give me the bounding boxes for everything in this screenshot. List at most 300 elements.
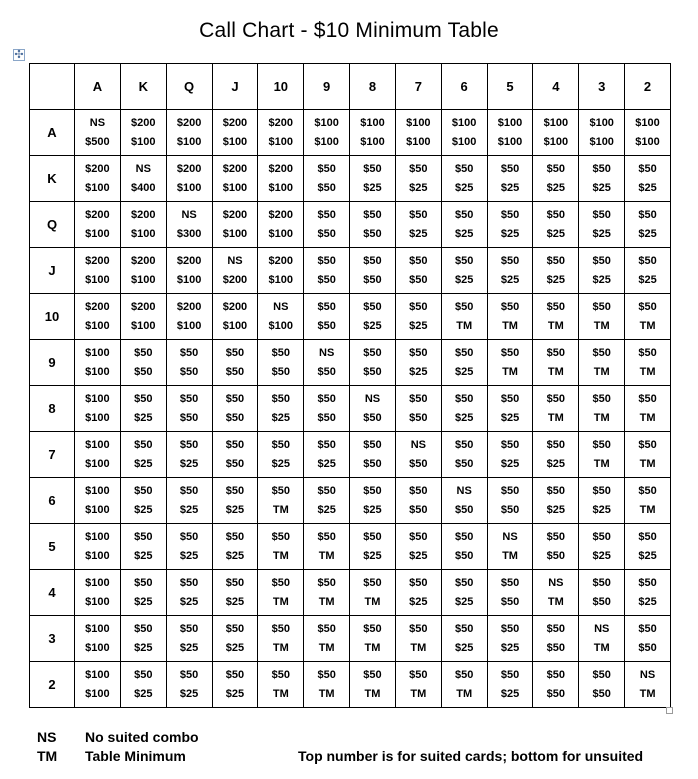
column-header: Q [166,64,212,110]
call-cell [258,156,304,202]
suited-value: $50 [363,208,382,221]
suited-value: $50 [638,162,657,175]
suited-value: $50 [546,346,566,359]
suited-value: $200 [268,208,294,221]
unsuited-value: $25 [500,411,520,424]
suited-value: NS [456,484,472,497]
unsuited-value: $50 [409,273,428,286]
suited-value: $50 [271,668,290,681]
column-header: A [75,64,121,110]
suited-value: $50 [225,530,245,543]
unsuited-value: $25 [409,227,428,240]
unsuited-value: $25 [179,503,199,516]
suited-value: $50 [638,484,657,497]
unsuited-value: $25 [271,457,290,470]
unsuited-value: $25 [134,549,153,562]
unsuited-value: $25 [454,181,474,194]
suited-value: $50 [134,530,153,543]
suited-value: $200 [222,208,248,221]
row-header: 6 [30,478,75,524]
suited-value: $50 [225,346,245,359]
unsuited-value: $25 [500,641,520,654]
call-cell [166,156,212,202]
resize-handle-icon[interactable] [666,707,673,714]
unsuited-value: $200 [222,273,248,286]
call-cell [166,432,212,478]
suited-value: $100 [85,392,110,405]
unsuited-value: $50 [454,457,474,470]
call-cell [441,340,487,386]
unsuited-value: $100 [635,135,660,148]
call-cell [487,616,533,662]
unsuited-value: $25 [134,687,153,700]
call-cell [441,616,487,662]
suited-value: $50 [134,392,153,405]
suited-value: $50 [454,438,474,451]
call-cell [625,432,671,478]
unsuited-value: $100 [268,227,294,240]
suited-value: $50 [500,392,520,405]
unsuited-value: $50 [500,595,520,608]
call-cell [120,524,166,570]
suited-value: $50 [546,530,566,543]
legend-ns-abbr: NS [37,729,57,745]
unsuited-value: TM [639,365,656,378]
table-row [30,524,671,570]
call-cell [487,570,533,616]
suited-value: $50 [592,392,611,405]
column-header: 3 [579,64,625,110]
table-row [30,110,671,156]
suited-value: NS [548,576,564,589]
unsuited-value: TM [502,319,518,332]
row-header: 5 [30,524,75,570]
unsuited-value: $25 [317,503,336,516]
unsuited-value: $25 [363,319,382,332]
table-row [30,570,671,616]
table-row [30,340,671,386]
unsuited-value: $50 [363,227,382,240]
call-cell [350,616,396,662]
suited-value: $200 [131,300,156,313]
suited-value: $50 [500,208,520,221]
unsuited-value: $25 [179,549,199,562]
call-cell [212,248,258,294]
call-cell [258,340,304,386]
unsuited-value: TM [639,503,656,516]
call-cell [120,570,166,616]
call-cell [487,248,533,294]
unsuited-value: $25 [363,503,382,516]
call-cell [395,432,441,478]
unsuited-value: TM [593,319,610,332]
call-cell [441,110,487,156]
call-cell [579,386,625,432]
suited-value: $100 [314,116,339,129]
call-cell [212,478,258,524]
call-cell [625,524,671,570]
call-cell [533,386,579,432]
suited-value: $50 [638,530,657,543]
unsuited-value: $25 [500,273,520,286]
suited-value: $50 [638,438,657,451]
suited-value: $50 [317,622,336,635]
unsuited-value: $100 [85,181,110,194]
unsuited-value: $100 [176,181,202,194]
unsuited-value: $25 [454,595,474,608]
call-cell [304,294,350,340]
unsuited-value: $50 [317,365,336,378]
call-cell [75,432,121,478]
call-cell [395,110,441,156]
unsuited-value: $100 [85,641,110,654]
unsuited-value: $100 [406,135,431,148]
call-cell [441,202,487,248]
row-header: Q [30,202,75,248]
unsuited-value: $25 [638,273,657,286]
call-cell [350,662,396,708]
unsuited-value: TM [272,549,289,562]
call-cell [120,156,166,202]
column-header: 10 [258,64,304,110]
row-header: 3 [30,616,75,662]
unsuited-value: $50 [134,365,153,378]
call-cell [258,662,304,708]
suited-value: $50 [317,576,336,589]
unsuited-value: $100 [131,319,156,332]
unsuited-value: $25 [592,503,611,516]
unsuited-value: $25 [638,549,657,562]
call-cell [75,202,121,248]
suited-value: $200 [222,300,248,313]
table-row [30,156,671,202]
call-cell [75,478,121,524]
call-cell [258,248,304,294]
unsuited-value: $100 [176,273,202,286]
suited-value: $200 [268,162,294,175]
suited-value: $200 [268,116,294,129]
table-row [30,478,671,524]
unsuited-value: TM [639,411,656,424]
unsuited-value: $25 [179,687,199,700]
table-row [30,294,671,340]
unsuited-value: $100 [543,135,569,148]
column-header: 5 [487,64,533,110]
call-cell [395,294,441,340]
suited-value: $50 [500,300,520,313]
unsuited-value: $25 [638,595,657,608]
unsuited-value: $50 [317,227,336,240]
suited-value: $50 [363,346,382,359]
call-cell [533,110,579,156]
suited-value: $50 [638,392,657,405]
unsuited-value: $25 [179,595,199,608]
suited-value: $50 [134,438,153,451]
unsuited-value: TM [364,641,381,654]
unsuited-value: $25 [500,227,520,240]
call-cell [166,570,212,616]
suited-value: $50 [179,530,199,543]
table-row [30,662,671,708]
call-cell [212,340,258,386]
suited-value: $50 [271,392,290,405]
corner-cell [30,64,75,110]
call-cell [120,248,166,294]
suited-value: NS [594,622,610,635]
suited-value: $50 [638,300,657,313]
suited-value: $200 [85,208,110,221]
unsuited-value: $25 [179,457,199,470]
call-cell [166,294,212,340]
suited-value: $100 [589,116,614,129]
unsuited-value: $50 [271,365,290,378]
suited-value: $50 [317,668,336,681]
unsuited-value: TM [272,595,289,608]
suited-value: $50 [225,576,245,589]
suited-value: $200 [222,162,248,175]
suited-value: $100 [85,530,110,543]
unsuited-value: $25 [546,273,566,286]
call-cell [350,386,396,432]
call-cell [579,616,625,662]
call-cell [212,386,258,432]
unsuited-value: TM [272,687,289,700]
unsuited-value: $25 [592,227,611,240]
unsuited-value: $25 [409,595,428,608]
suited-value: $100 [360,116,385,129]
call-cell [579,432,625,478]
call-cell [304,386,350,432]
call-cell [533,294,579,340]
call-cell [350,478,396,524]
call-cell [579,662,625,708]
call-cell [212,616,258,662]
suited-value: $50 [134,622,153,635]
suited-value: $100 [497,116,523,129]
column-header: K [120,64,166,110]
suited-value: $50 [179,392,199,405]
unsuited-value: $100 [451,135,477,148]
suited-value: $50 [592,346,611,359]
call-cell [304,156,350,202]
unsuited-value: $50 [225,365,245,378]
suited-value: $200 [176,162,202,175]
call-cell [395,524,441,570]
suited-value: $50 [271,438,290,451]
unsuited-value: $100 [497,135,523,148]
call-cell [395,662,441,708]
call-cell [304,478,350,524]
call-cell [166,340,212,386]
unsuited-value: TM [593,457,610,470]
unsuited-value: $25 [592,273,611,286]
call-cell [304,524,350,570]
call-cell [579,294,625,340]
suited-value: $50 [409,622,428,635]
suited-value: $50 [271,530,290,543]
call-cell [166,110,212,156]
suited-value: $50 [638,576,657,589]
call-cell [304,340,350,386]
call-cell [625,156,671,202]
unsuited-value: $25 [546,457,566,470]
unsuited-value: $50 [546,549,566,562]
suited-value: $50 [454,208,474,221]
call-cell [487,340,533,386]
suited-value: $200 [85,162,110,175]
suited-value: $50 [134,576,153,589]
unsuited-value: $25 [363,549,382,562]
unsuited-value: TM [593,365,610,378]
table-row [30,202,671,248]
suited-value: $50 [454,576,474,589]
unsuited-value: $50 [317,273,336,286]
unsuited-value: $100 [268,319,294,332]
suited-value: $50 [134,484,153,497]
unsuited-value: $25 [225,503,245,516]
suited-value: $50 [592,438,611,451]
call-cell [166,386,212,432]
table-row [30,616,671,662]
suited-value: $100 [85,622,110,635]
call-cell [258,570,304,616]
suited-value: $50 [409,668,428,681]
unsuited-value: TM [593,411,610,424]
suited-value: $50 [363,484,382,497]
unsuited-value: $100 [131,273,156,286]
suited-value: $100 [635,116,660,129]
unsuited-value: $100 [85,687,110,700]
suited-value: $200 [176,300,202,313]
column-header: 9 [304,64,350,110]
suited-value: $50 [179,484,199,497]
unsuited-value: $100 [222,181,248,194]
call-cell [579,478,625,524]
call-cell [75,340,121,386]
move-handle-icon[interactable]: ✣ [14,48,24,61]
unsuited-value: TM [456,319,473,332]
call-cell [533,340,579,386]
call-cell [625,294,671,340]
call-cell [258,386,304,432]
unsuited-value: $100 [268,181,294,194]
call-cell [487,432,533,478]
suited-value: $100 [85,438,110,451]
unsuited-value: TM [272,641,289,654]
call-cell [120,662,166,708]
unsuited-value: $100 [222,319,248,332]
suited-value: $200 [131,254,156,267]
unsuited-value: $25 [454,411,474,424]
table-row [30,432,671,478]
unsuited-value: $25 [134,595,153,608]
call-cell [533,478,579,524]
row-header: 8 [30,386,75,432]
suited-value: $50 [454,346,474,359]
suited-value: $50 [363,576,382,589]
unsuited-value: $25 [454,227,474,240]
suited-value: $50 [134,668,153,681]
row-header: 2 [30,662,75,708]
legend-tm-abbr: TM [37,748,58,764]
suited-value: $50 [363,668,382,681]
call-cell [212,662,258,708]
suited-value: $50 [546,208,566,221]
call-cell [533,156,579,202]
unsuited-value: TM [318,549,335,562]
unsuited-value: $25 [271,411,290,424]
unsuited-value: $100 [268,135,294,148]
suited-value: $50 [317,208,336,221]
unsuited-value: $25 [409,549,428,562]
suited-value: $50 [592,254,611,267]
unsuited-value: TM [272,503,289,516]
unsuited-value: $25 [363,181,382,194]
unsuited-value: $50 [592,595,611,608]
call-cell [212,570,258,616]
call-cell [625,570,671,616]
call-cell [395,386,441,432]
suited-value: $100 [85,484,110,497]
call-cell [258,294,304,340]
call-cell [441,386,487,432]
unsuited-value: $50 [409,457,428,470]
table-row [30,248,671,294]
call-cell [304,662,350,708]
suited-value: $50 [363,530,382,543]
unsuited-value: TM [364,595,381,608]
unsuited-value: TM [547,595,564,608]
suited-value: $50 [317,162,336,175]
call-cell [212,202,258,248]
call-cell [75,616,121,662]
call-cell [350,570,396,616]
suited-value: $50 [500,254,520,267]
call-cell [579,248,625,294]
suited-value: $200 [222,116,248,129]
column-header: 7 [395,64,441,110]
suited-value: $50 [363,438,382,451]
suited-value: $50 [500,668,520,681]
row-header: A [30,110,75,156]
row-header: 7 [30,432,75,478]
call-cell [625,248,671,294]
suited-value: $50 [317,392,336,405]
unsuited-value: TM [547,365,564,378]
suited-value: $50 [409,576,428,589]
suited-value: $100 [85,576,110,589]
unsuited-value: $100 [176,319,202,332]
call-cell [120,110,166,156]
unsuited-value: TM [456,687,473,700]
unsuited-value: $25 [134,411,153,424]
suited-value: $50 [546,438,566,451]
call-cell [625,202,671,248]
call-cell [120,386,166,432]
unsuited-value: $100 [131,227,156,240]
suited-value: $50 [454,162,474,175]
unsuited-value: $25 [134,457,153,470]
suited-value: NS [364,392,381,405]
call-cell [625,662,671,708]
suited-value: $50 [317,438,336,451]
call-cell [395,478,441,524]
suited-value: $50 [592,484,611,497]
column-header: 2 [625,64,671,110]
call-cell [304,202,350,248]
call-cell [625,386,671,432]
call-cell [212,294,258,340]
